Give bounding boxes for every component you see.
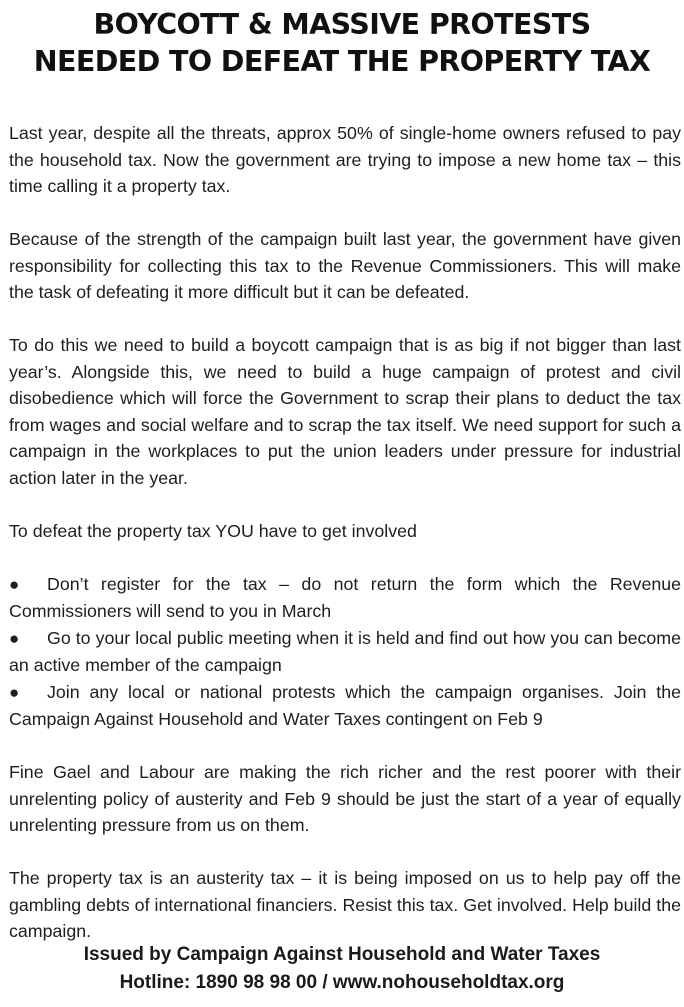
list-item-text: Go to your local public meeting when it is held and find out how you can become an active member of the campaign (9, 627, 681, 675)
list-item (9, 571, 681, 625)
involvement-list (9, 571, 681, 733)
bullet-icon: ● (9, 628, 20, 648)
paragraph-austerity: Fine Gael and Labour are making the rich richer and the rest poorer with their unrelenting policy of austerity and Feb 9 should be just the start of a year of equally unrelenting pressure from us on them. (9, 762, 681, 835)
headline-line-2: NEEDED TO DEFEAT THE PROPERTY TAX (33, 45, 651, 78)
headline (0, 6, 684, 80)
list-item-text: Don’t register for the tax – do not return the form which the Revenue Commissioners will send to you in March (9, 573, 681, 621)
footer-issued-by: Issued by Campaign Against Household and Water Taxes (83, 944, 601, 965)
list-item-text: Join any local or national protests which the campaign organises. Join the Campaign Against Household and Water Taxes contingent on Feb 9 (9, 681, 681, 729)
body-text (9, 120, 681, 971)
bullet-icon: ● (9, 682, 20, 702)
paragraph-resist-tax: The property tax is an austerity tax – it is being imposed on us to help pay off the gambling debts of international financiers. Resist this tax. Get involved. Help build the campaign. (9, 868, 681, 941)
headline-line-1: BOYCOTT & MASSIVE PROTESTS (93, 8, 591, 41)
bullet-icon: ● (9, 574, 20, 594)
footer-hotline: Hotline: 1890 98 98 00 / www.nohouseholdtax.org (119, 972, 565, 993)
paragraph-revenue-commissioners: Because of the strength of the campaign built last year, the government have given responsibility for collecting this tax to the Revenue Commissioners. This will make the task of defeating it more difficult but it can be defeated. (9, 229, 681, 302)
footer (0, 941, 684, 997)
paragraph-last-year: Last year, despite all the threats, approx 50% of single-home owners refused to pay the household tax. Now the government are trying to impose a new home tax – this time calling it a property tax. (9, 123, 681, 196)
list-item (9, 679, 681, 733)
list-item (9, 625, 681, 679)
paragraph-boycott-campaign: To do this we need to build a boycott campaign that is as big if not bigger than last year’s. Alongside this, we need to build a huge campaign of protest and civil disobedience which will force the Government to scrap their plans to deduct the tax from wages and social welfare and to scrap the tax itself. We need support for such a campaign in the workplaces to put the union leaders under pressure for industrial action later in the year. (9, 335, 681, 488)
involvement-intro: To defeat the property tax YOU have to get involved (9, 520, 417, 541)
